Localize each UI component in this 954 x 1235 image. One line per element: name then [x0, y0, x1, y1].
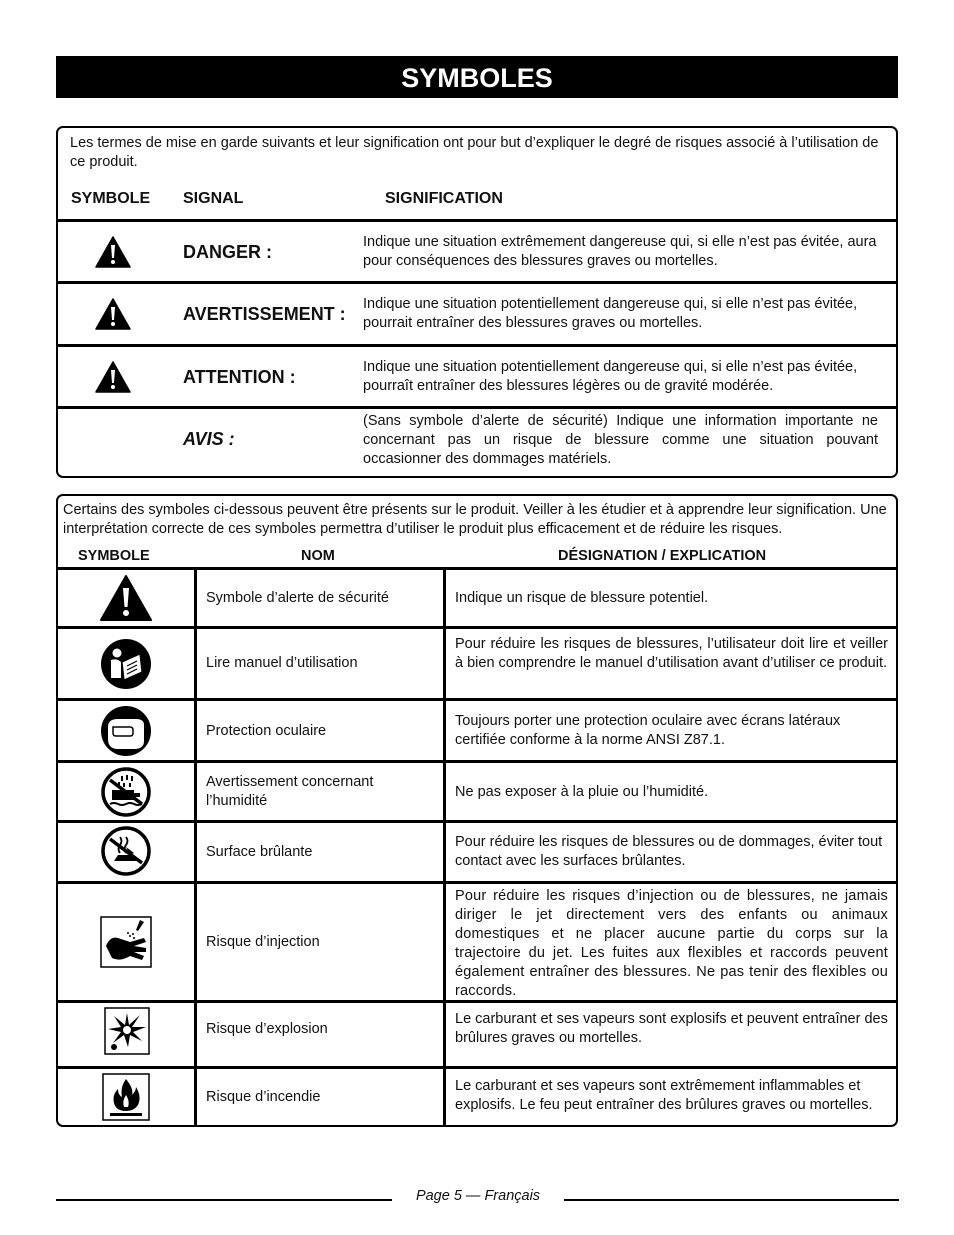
symbol-name: Protection oculaire	[206, 723, 327, 739]
footer-rule-right	[564, 1199, 899, 1201]
header-symbol: SYMBOLE	[78, 548, 150, 564]
signal-row-warning	[58, 284, 896, 344]
symbol-desc: Pour réduire les risques d’injection ou de blessures, ne jamais diriger le jet directement vers des enfants ou animaux domestiques et ne placer aucune partie du corps sur la trajectoire du jet. Les fuites aux flexibles et raccords peuvent également entraîner des blessures. Ne pas tenir des flexibles ou raccords.	[455, 888, 888, 999]
symbol-row	[58, 570, 896, 626]
eye-protection-icon	[100, 705, 152, 757]
symbols-panel	[56, 494, 898, 1127]
symbol-desc: Ne pas exposer à la pluie ou l’humidité.	[455, 784, 709, 800]
symbol-desc: Toujours porter une protection oculaire avec écrans latéraux certifiée conforme à la norme ANSI Z87.1.	[455, 713, 841, 748]
signal-label: AVERTISSEMENT :	[183, 304, 346, 324]
warning-triangle-icon	[95, 361, 131, 393]
symbol-desc: Le carburant et ses vapeurs sont explosifs et peuvent entraîner des brûlures graves ou mortelles.	[455, 1011, 888, 1046]
symbols-intro: Certains des symboles ci-dessous peuvent être présents sur le produit. Veiller à les étudier et à apprendre leur signification. Une interprétation correcte de ces symboles permettra d’utiliser le produit plus efficacement et de réduire les risques.	[63, 502, 887, 537]
signal-label: AVIS :	[183, 429, 235, 449]
header-symbol: SYMBOLE	[71, 190, 151, 207]
signal-text: (Sans symbole d’alerte de sécurité) Indique une information importante ne concernant pas un risque de blessure comme une situation pouvant occasionner des dommages matériels.	[363, 413, 878, 467]
symbol-row	[58, 763, 896, 820]
read-manual-icon	[100, 638, 152, 690]
signal-words-panel	[56, 126, 898, 478]
explosion-hazard-icon	[104, 1007, 150, 1055]
symbol-row	[58, 1069, 896, 1126]
symbol-desc: Indique un risque de blessure potentiel.	[455, 590, 709, 606]
symbol-name: Lire manuel d’utilisation	[206, 655, 358, 671]
signal-label: DANGER :	[183, 242, 272, 262]
header-name: NOM	[301, 548, 335, 564]
page-footer: Page 5 — Français	[415, 1188, 541, 1204]
fire-hazard-icon	[102, 1073, 150, 1121]
symbol-desc: Pour réduire les risques de blessures ou de dommages, éviter tout contact avec les surfaces brûlantes.	[455, 834, 883, 869]
symbol-row	[58, 1003, 896, 1066]
symbol-desc: Le carburant et ses vapeurs sont extrêmement inflammables et explosifs. Le feu peut entraîner des brûlures graves ou mortelles.	[455, 1078, 873, 1113]
header-explanation: DÉSIGNATION / EXPLICATION	[558, 548, 767, 564]
symbol-row	[58, 823, 896, 881]
header-signal: SIGNAL	[183, 190, 244, 207]
signal-intro: Les termes de mise en garde suivants et leur signification ont pour but d’expliquer le degré de risques associé à l’utilisation de ce produit.	[70, 135, 879, 170]
signal-row-notice	[58, 409, 896, 477]
signal-text: Indique une situation potentiellement dangereuse qui, si elle n’est pas évitée, pourraît entraîner des blessures légères ou de gravité modérée.	[363, 359, 858, 394]
symbol-row	[58, 884, 896, 1000]
injection-hazard-icon	[100, 916, 152, 968]
page-title: SYMBOLES	[56, 56, 898, 98]
signal-text: Indique une situation extrêmement dangereuse qui, si elle n’est pas évitée, aura pour conséquences des blessures graves ou mortelles.	[363, 234, 877, 269]
footer-rule-left	[56, 1199, 392, 1201]
warning-triangle-icon	[95, 298, 131, 330]
safety-alert-icon	[100, 572, 152, 624]
symbol-name: Surface brûlante	[206, 844, 313, 860]
symbol-name: Avertissement concernant l’humidité	[206, 774, 374, 809]
symbol-row	[58, 701, 896, 760]
symbol-row	[58, 629, 896, 698]
symbol-name: Symbole d’alerte de sécurité	[206, 590, 389, 606]
header-meaning: SIGNIFICATION	[385, 190, 503, 207]
symbol-name: Risque d’injection	[206, 934, 320, 950]
symbol-name: Risque d’explosion	[206, 1021, 328, 1037]
hot-surface-icon	[100, 825, 152, 877]
symbol-name: Risque d’incendie	[206, 1089, 321, 1105]
symbol-desc: Pour réduire les risques de blessures, l’utilisateur doit lire et veiller à bien comprendre le manuel d’utilisation avant d’utiliser ce produit.	[455, 636, 888, 671]
wet-conditions-icon	[100, 766, 152, 818]
signal-text: Indique une situation potentiellement dangereuse qui, si elle n’est pas évitée, pourrait entraîner des blessures graves ou mortelles.	[363, 296, 858, 331]
warning-triangle-icon	[95, 236, 131, 268]
signal-row-danger	[58, 222, 896, 281]
signal-label: ATTENTION :	[183, 367, 296, 387]
signal-row-caution	[58, 347, 896, 406]
